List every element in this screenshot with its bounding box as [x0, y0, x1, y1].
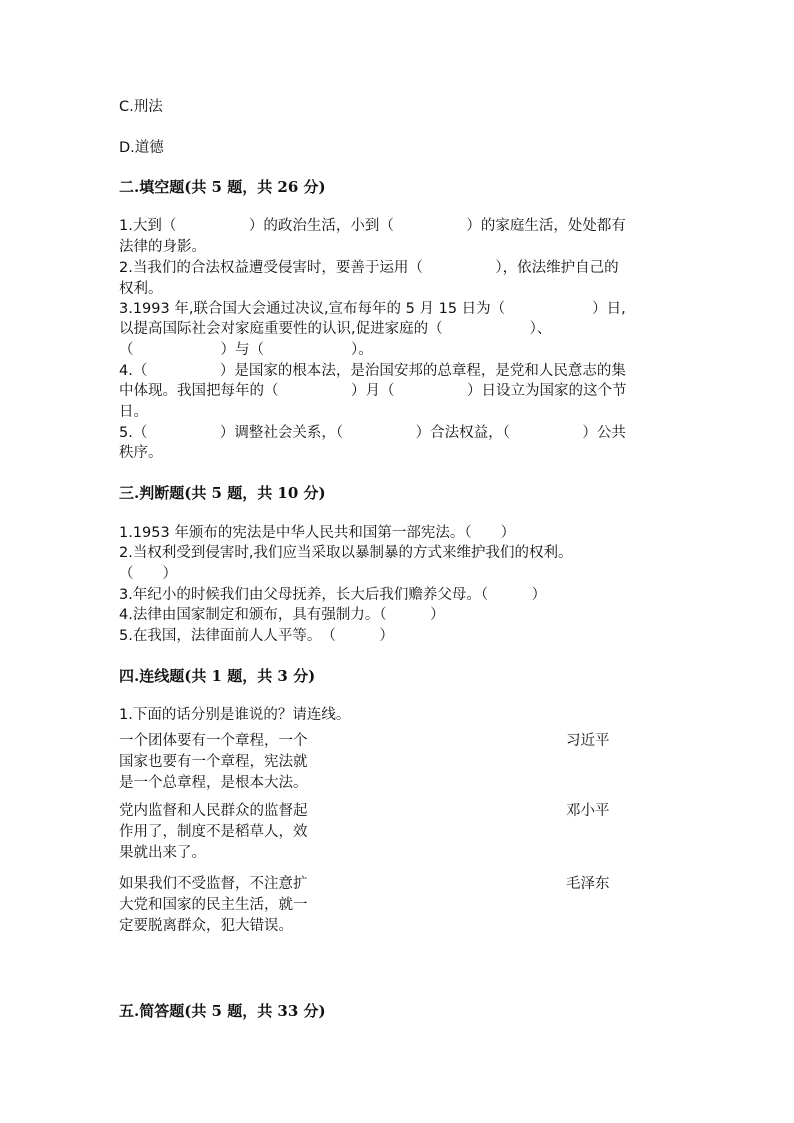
- fill-line: 以提高国际社会对家庭重要性的认识,促进家庭的（ ）、: [119, 321, 552, 337]
- fill-line: 秩序。: [119, 445, 163, 461]
- section-short-heading: 五.简答题(共 5 题，共 33 分): [119, 1002, 326, 1020]
- mc-option-c: C.刑法: [119, 99, 163, 115]
- match-person: 邓小平: [566, 803, 610, 819]
- match-quote: 党内监督和人民群众的监督起 作用了，制度不是稻草人，效 果就出来了。: [119, 803, 308, 861]
- match-question: 1.下面的话分别是谁说的？请连线。: [119, 707, 351, 723]
- mc-option-d: D.道德: [119, 140, 164, 156]
- fill-line: 1.大到（ ）的政治生活，小到（ ）的家庭生活，处处都有: [119, 218, 626, 234]
- fill-line: 3.1993 年,联合国大会通过决议,宣布每年的 5 月 15 日为（ ）日,: [119, 301, 626, 317]
- match-person: 毛泽东: [566, 876, 610, 892]
- fill-line: 2.当我们的合法权益遭受侵害时，要善于运用（ ），依法维护自己的: [119, 260, 619, 276]
- judge-line: 1.1953 年颁布的宪法是中华人民共和国第一部宪法。（ ）: [119, 525, 516, 541]
- match-person: 习近平: [566, 733, 610, 749]
- section-fill-heading: 二.填空题(共 5 题，共 26 分): [119, 178, 326, 196]
- fill-line: （ ）与（ ）。: [119, 342, 373, 358]
- section-judge-heading: 三.判断题(共 5 题，共 10 分): [119, 484, 326, 502]
- fill-line: 法律的身影。: [119, 239, 206, 255]
- judge-line: 4.法律由国家制定和颁布，具有强制力。（ ）: [119, 607, 445, 623]
- section-match-heading: 四.连线题(共 1 题，共 3 分): [119, 667, 316, 685]
- judge-line: （ ）: [119, 566, 177, 582]
- judge-line: 5.在我国，法律面前人人平等。 （ ）: [119, 628, 394, 644]
- fill-line: 权利。: [119, 281, 163, 297]
- judge-line: 3.年纪小的时候我们由父母抚养，长大后我们赡养父母。（ ）: [119, 587, 547, 603]
- fill-line: 4.（ ）是国家的根本法，是治国安邦的总章程，是党和人民意志的集: [119, 363, 626, 379]
- judge-line: 2.当权利受到侵害时,我们应当采取以暴制暴的方式来维护我们的权利。: [119, 545, 573, 561]
- fill-line: 日。: [119, 404, 148, 420]
- fill-line: 5.（ ）调整社会关系，（ ）合法权益，（ ）公共: [119, 425, 626, 441]
- fill-line: 中体现。我国把每年的（ ）月（ ）日设立为国家的这个节: [119, 383, 627, 399]
- match-quote: 一个团体要有一个章程，一个 国家也要有一个章程，宪法就 是一个总章程，是根本大法。: [119, 733, 308, 791]
- match-quote: 如果我们不受监督，不注意扩 大党和国家的民主生活，就一 定要脱离群众，犯大错误。: [119, 876, 308, 934]
